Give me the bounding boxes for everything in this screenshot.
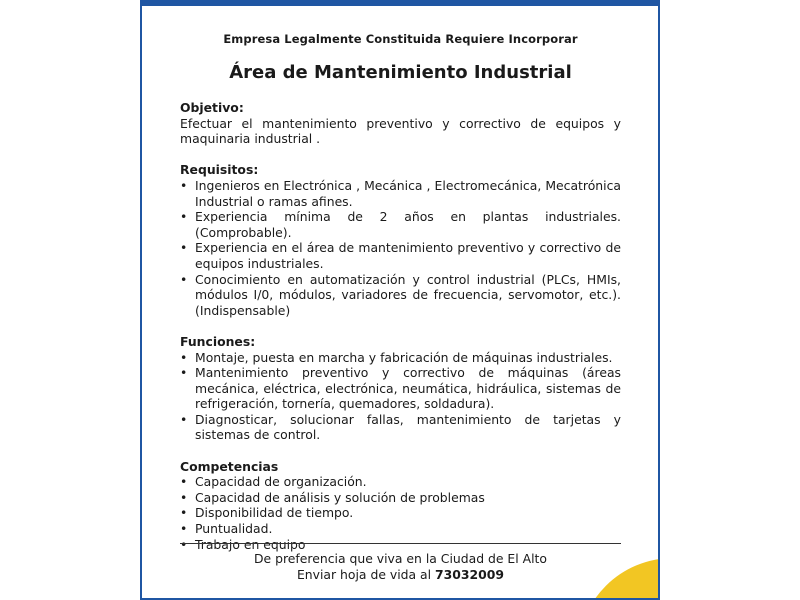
list-item [180, 272, 621, 319]
list-item-text: Experiencia mínima de 2 años en plantas industriales. (Comprobable). [195, 209, 621, 240]
bullet-icon: • [180, 271, 188, 287]
funciones-list [180, 350, 621, 444]
section-heading-competencias: Competencias [180, 458, 279, 474]
bullet-icon: • [180, 505, 188, 521]
bullet-icon: • [180, 209, 188, 225]
bullet-icon: • [180, 489, 188, 505]
bullet-icon: • [180, 177, 188, 193]
footer [180, 551, 621, 583]
section-requisitos [180, 162, 621, 318]
cv-label: Enviar hoja de vida al [296, 567, 432, 582]
section-funciones [180, 334, 621, 443]
objetivo-text: Efectuar el mantenimiento preventivo y correctivo de equipos y maquinaria industrial . [180, 115, 621, 147]
list-item-text: Mantenimiento preventivo y correctivo de máquinas (áreas mecánica, eléctrica, electrónica, neumática, hidráulica, sistemas de refrigeración, tornería, quemadores, soldadura). [195, 365, 621, 412]
section-objetivo [180, 100, 621, 147]
list-item-text: Diagnosticar, solucionar fallas, mantenimiento de tarjetas y sistemas de control. [195, 411, 621, 443]
list-item [180, 178, 621, 209]
list-item-text: Montaje, puesta en marcha y fabricación de máquinas industriales. [195, 349, 613, 365]
list-item-text: Ingenieros en Electrónica , Mecánica , Electromecánica, Mecatrónica Industrial o ramas afines. [195, 177, 621, 209]
list-item-text: Capacidad de análisis y solución de problemas [195, 489, 485, 505]
contact-phone: 73032009 [435, 567, 505, 582]
job-title: Área de Mantenimiento Industrial [229, 62, 572, 83]
footer-divider [180, 543, 621, 544]
list-item-text: Puntualidad. [195, 521, 273, 537]
list-item [180, 490, 621, 506]
competencias-list [180, 474, 621, 552]
section-heading-objetivo: Objetivo: [180, 100, 244, 115]
list-item-text: Disponibilidad de tiempo. [195, 505, 354, 521]
list-item [180, 474, 621, 490]
section-heading-requisitos: Requisitos: [180, 162, 259, 178]
list-item [180, 350, 621, 366]
list-item [180, 209, 621, 240]
list-item-text: Capacidad de organización. [195, 474, 367, 490]
list-item-text: Experiencia en el área de mantenimiento preventivo y correctivo de equipos industriales. [195, 240, 621, 271]
requisitos-list [180, 178, 621, 318]
bullet-icon: • [180, 474, 188, 490]
list-item-text: Trabajo en equipo [195, 536, 306, 552]
section-competencias [180, 459, 621, 553]
company-line: Empresa Legalmente Constituida Requiere Incorporar [223, 32, 578, 46]
bullet-icon: • [180, 349, 188, 365]
bullet-icon: • [180, 521, 188, 537]
job-ad-card [140, 0, 660, 600]
list-item-text: Conocimiento en automatización y control industrial (PLCs, HMIs, módulos I/0, módulos, variadores de frecuencia, servomotor, etc.). (Indispensable) [195, 271, 621, 318]
top-accent-bar [142, 0, 658, 6]
section-heading-funciones: Funciones: [180, 333, 256, 349]
bullet-icon: • [180, 240, 188, 256]
list-item [180, 365, 621, 412]
list-item [180, 412, 621, 443]
cv-line [180, 567, 621, 583]
list-item [180, 521, 621, 537]
list-item [180, 240, 621, 271]
bullet-icon: • [180, 365, 188, 381]
list-item [180, 537, 621, 553]
bullet-icon: • [180, 536, 188, 552]
location-line: De preferencia que viva en la Ciudad de El Alto [254, 551, 547, 566]
bullet-icon: • [180, 411, 188, 427]
list-item [180, 505, 621, 521]
ad-body [180, 100, 621, 568]
